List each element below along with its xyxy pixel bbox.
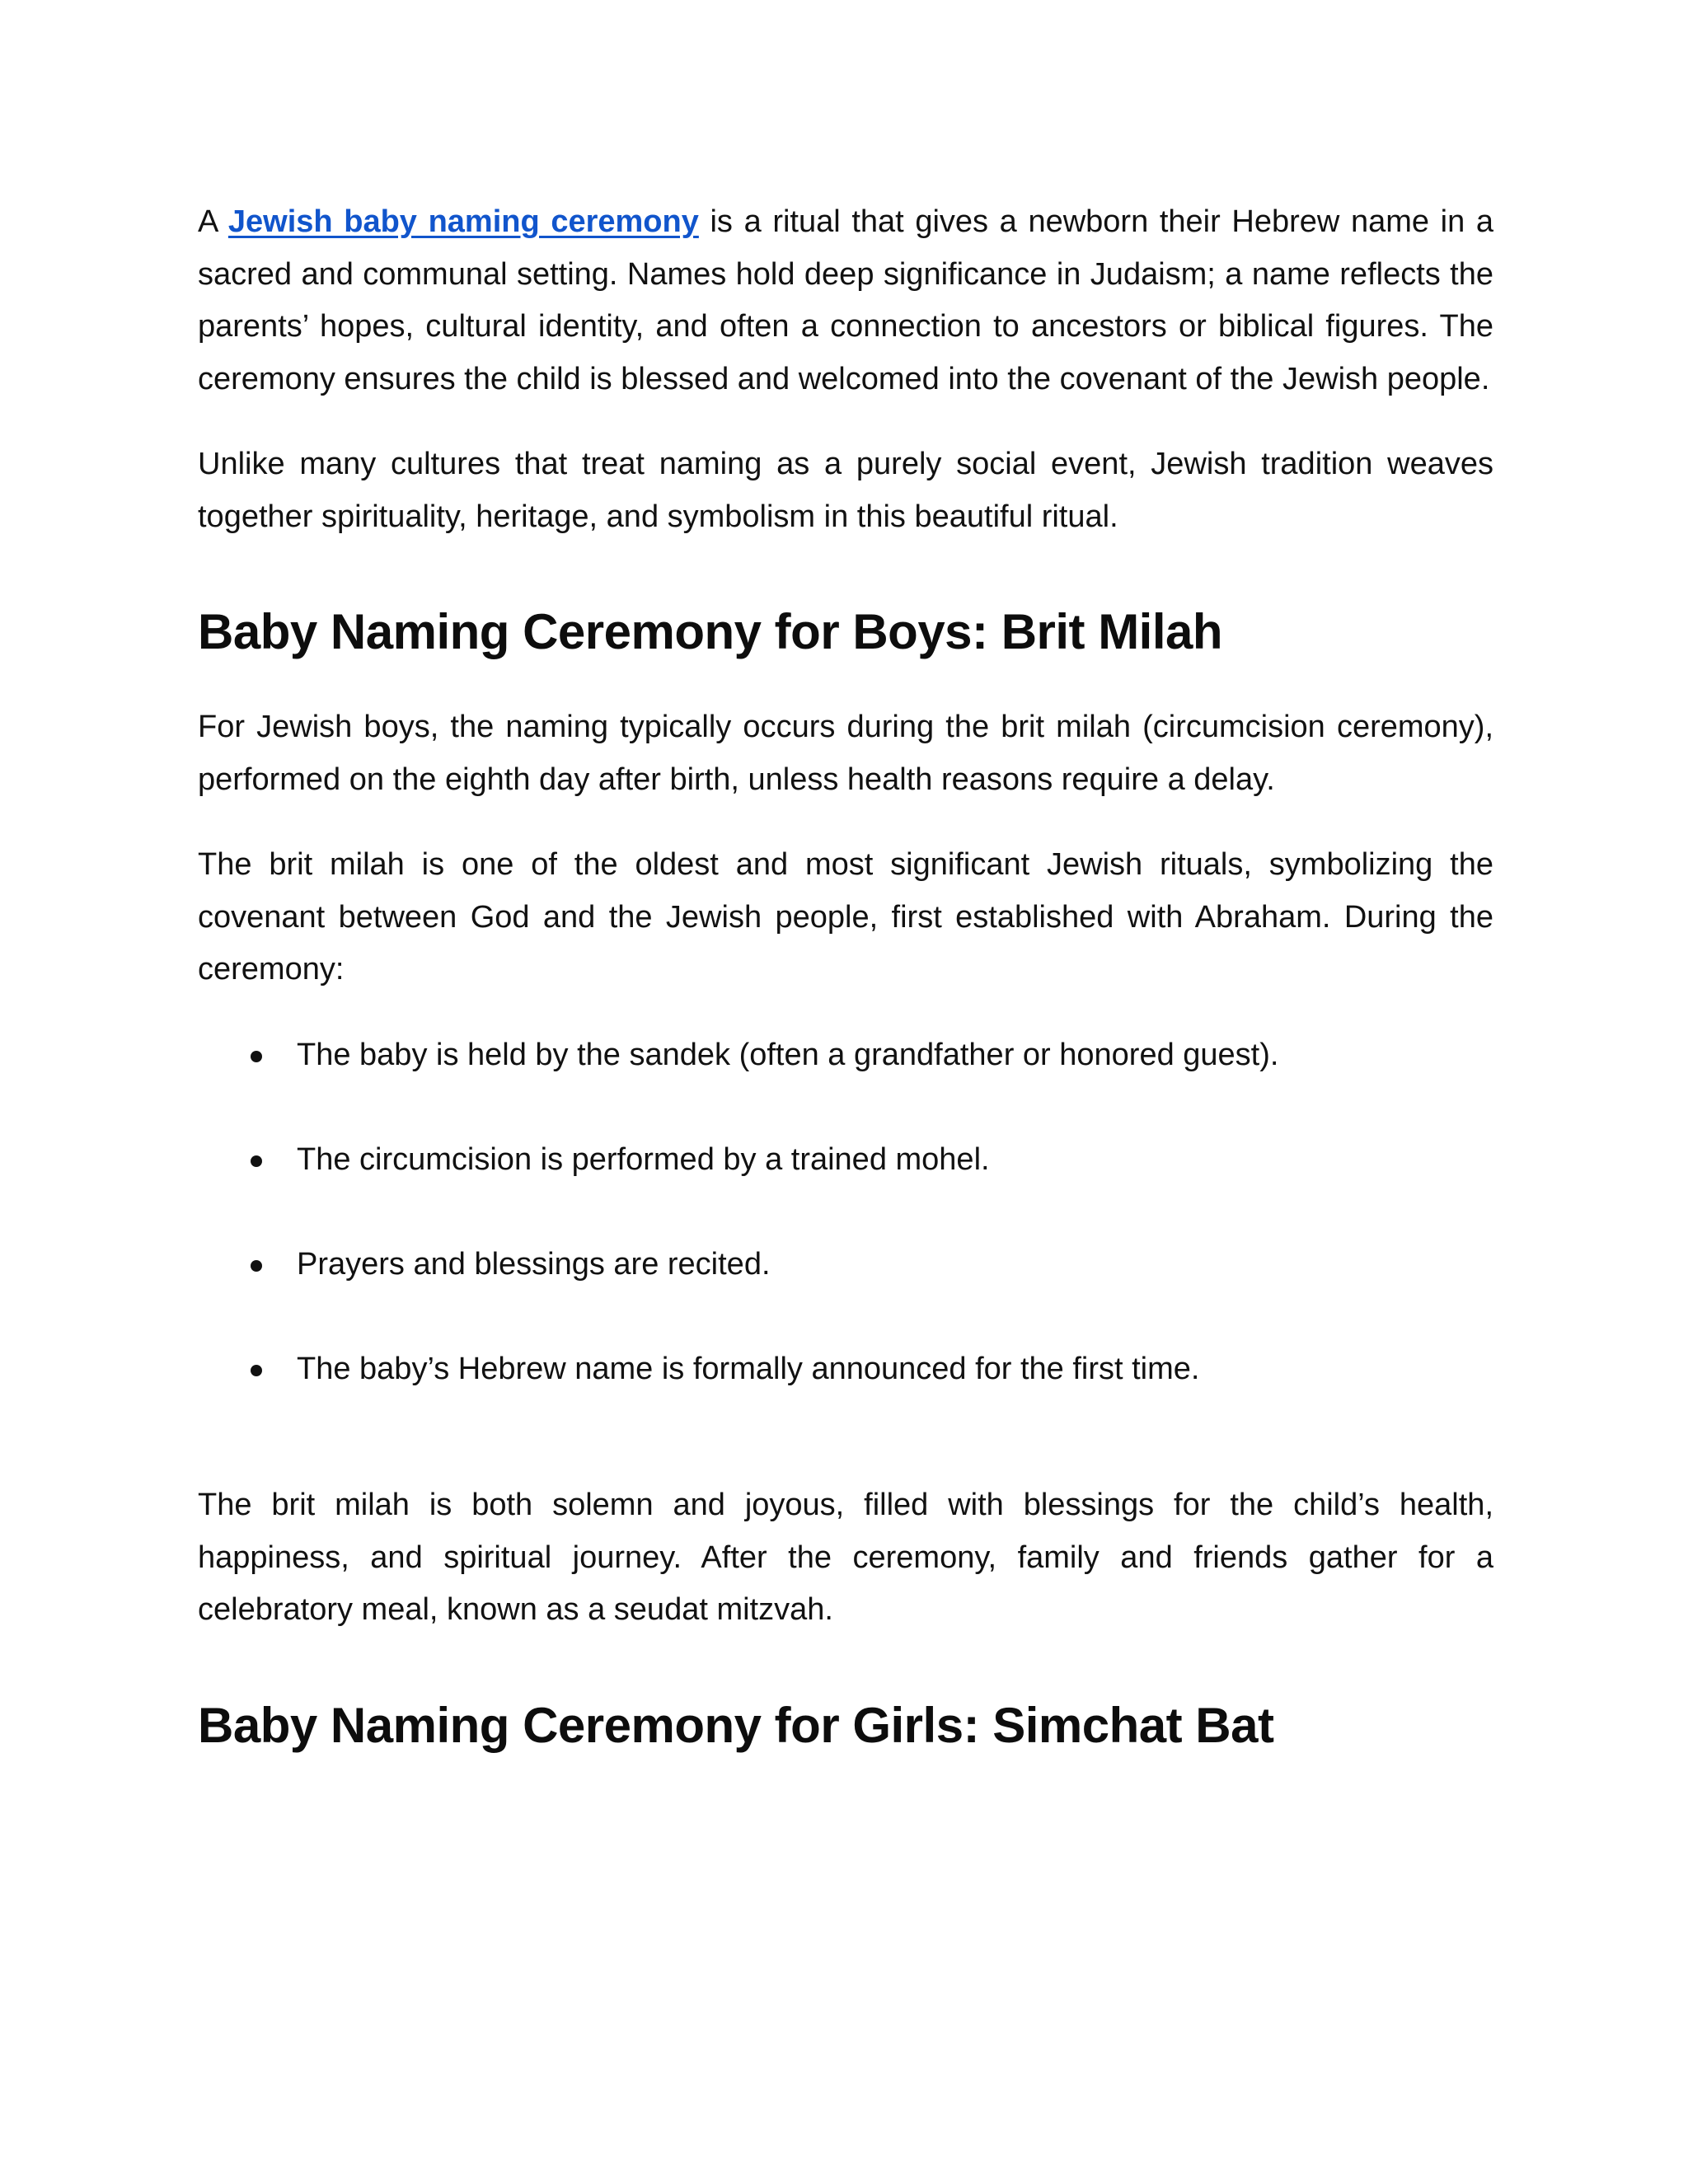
list-item-text: Prayers and blessings are recited.	[297, 1246, 771, 1282]
jewish-baby-naming-ceremony-link[interactable]: Jewish baby naming ceremony	[227, 204, 699, 239]
list-item	[198, 1343, 1493, 1396]
bullet-icon	[251, 1260, 262, 1272]
list-item-text: The baby’s Hebrew name is formally announced for the first time.	[297, 1351, 1200, 1386]
intro-prefix: A	[198, 204, 228, 239]
intro-paragraph-2: Unlike many cultures that treat naming as a purely social event, Jewish tradition weaves together spirituality, heritage, and symbolism in this beautiful ritual.	[198, 447, 1493, 534]
heading-boys: Baby Naming Ceremony for Boys: Brit Milah	[198, 604, 1223, 659]
bullet-icon	[251, 1365, 262, 1376]
list-item	[198, 1134, 1493, 1187]
ceremony-bullet-list	[198, 1029, 1493, 1396]
bullet-icon	[251, 1051, 262, 1062]
intro-paragraph	[198, 196, 1493, 405]
intro-rest: is a ritual that gives a newborn their Hebrew name in a sacred and communal setting. Names hold deep significance in Judaism; a name reflects the parents’ hopes, cultural identity, and often a connection to ancestors or biblical figures. The ceremony ensures the child is blessed and welcomed into the covenant of the Jewish people.	[198, 204, 1493, 396]
list-item	[198, 1239, 1493, 1291]
list-item	[198, 1029, 1493, 1082]
heading-girls: Baby Naming Ceremony for Girls: Simchat Bat	[198, 1697, 1274, 1753]
boys-paragraph-1: For Jewish boys, the naming typically occurs during the brit milah (circumcision ceremony), performed on the eighth day after birth, unless health reasons require a delay.	[198, 710, 1493, 797]
list-item-text: The circumcision is performed by a trained mohel.	[297, 1141, 990, 1177]
boys-paragraph-2: The brit milah is one of the oldest and most significant Jewish rituals, symbolizing the covenant between God and the Jewish people, first established with Abraham. During the ceremony:	[198, 847, 1493, 987]
list-item-text: The baby is held by the sandek (often a grandfather or honored guest).	[297, 1037, 1279, 1072]
bullet-icon	[251, 1155, 262, 1167]
document-page	[198, 196, 1493, 1759]
boys-paragraph-3: The brit milah is both solemn and joyous, filled with blessings for the child’s health, happiness, and spiritual journey. After the ceremony, family and friends gather for a celebratory meal, known as a seudat mitzvah.	[198, 1488, 1493, 1627]
